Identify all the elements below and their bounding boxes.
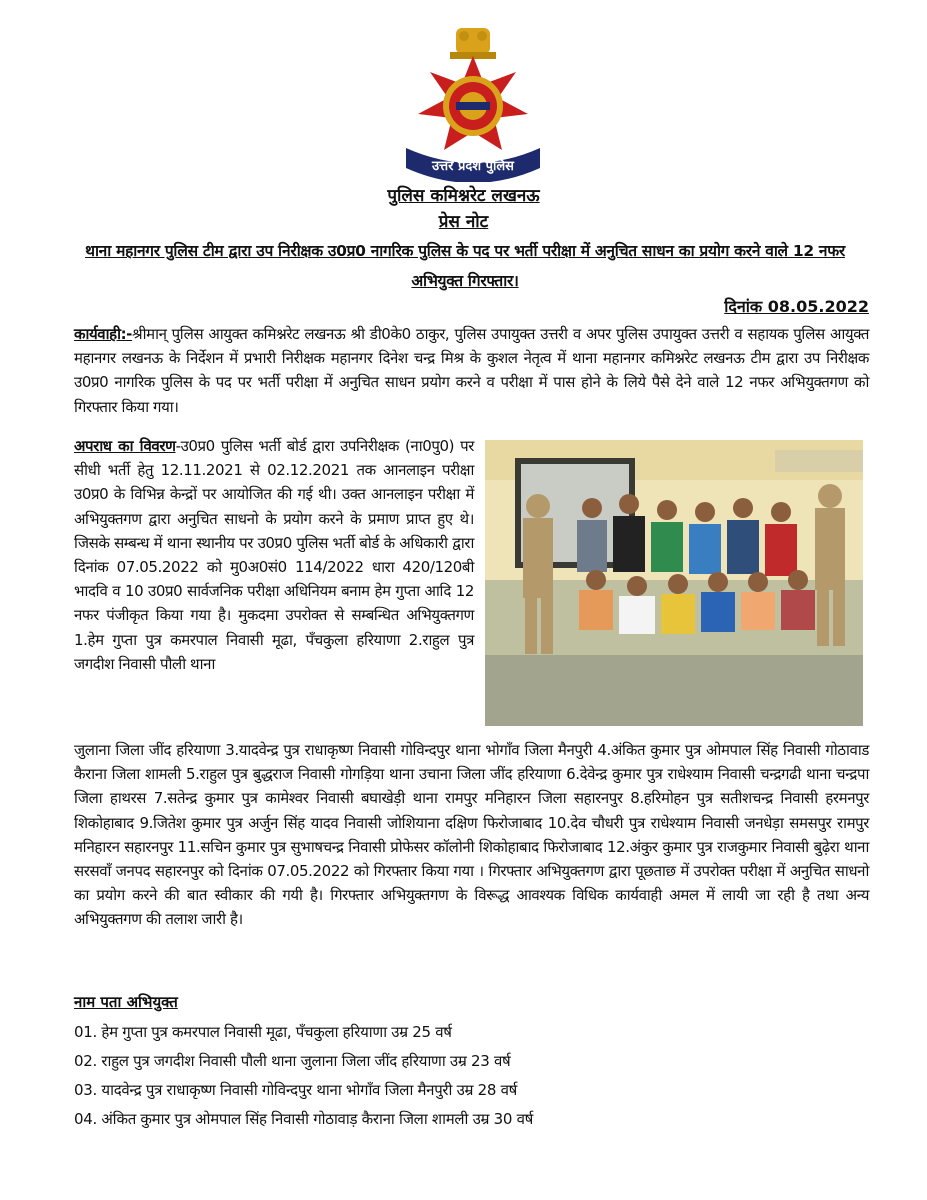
- up-police-emblem: [398, 22, 548, 182]
- press-note-title: प्रेस नोट: [438, 212, 489, 232]
- crime-paragraph: [74, 434, 474, 676]
- lion-capital-icon: [450, 28, 496, 59]
- headline: थाना महानगर पुलिस टीम द्वारा उप निरीक्षक उ0प्र0 नागरिक पुलिस के पद पर भर्ती परीक्षा में अनुचित साधन का प्रयोग करने वाले 12 नफर अभियुक्त गिरफ्तार।: [85, 242, 845, 290]
- accused-list-title: नाम पता अभियुक्त: [74, 993, 178, 1011]
- org-title: पुलिस कमिश्नरेट लखनऊ: [387, 186, 540, 206]
- action-label: कार्यवाही:-: [74, 325, 133, 343]
- crime-label: अपराध का विवरण: [74, 437, 176, 455]
- action-text: श्रीमान् पुलिस आयुक्त कमिश्नरेट लखनऊ श्री डी0के0 ठाकुर, पुलिस उपायुक्त उत्तरी व अपर पुलिस उपायुक्त उत्तरी व सहायक पुलिस आयुक्त महानगर लखनऊ के निर्देशन में प्रभारी निरीक्षक महानगर दिनेश चन्द्र मिश्र के कुशल नेतृत्व में थाना महानगर कमिश्नरेट लखनऊ टीम द्वारा उप निरीक्षक उ0प्र0 नागरिक पुलिस के पद पर भर्ती परीक्षा में अनुचित साधन प्रयोग करने व परीक्षा में पास होने के लिये पैसे देने वाले 12 नफर अभियुक्तगण को गिरफ्तार किया गया।: [74, 325, 869, 416]
- list-item: 04. अंकित कुमार पुत्र ओमपाल सिंह निवासी गोठावाड़ कैराना जिला शामली उम्र 30 वर्ष: [74, 1110, 534, 1128]
- list-item: 03. यादवेन्द्र पुत्र राधाकृष्ण निवासी गोविन्दपुर थाना भोगाँव जिला मैनपुरी उम्र 28 वर्ष: [74, 1081, 518, 1099]
- list-item: 02. राहुल पुत्र जगदीश निवासी पौली थाना जुलाना जिला जींद हरियाणा उम्र 23 वर्ष: [74, 1052, 511, 1070]
- arrest-group-photo: [485, 440, 863, 726]
- star-emblem-icon: [418, 56, 528, 150]
- crime-text-part1: -उ0प्र0 पुलिस भर्ती बोर्ड द्वारा उपनिरीक्षक (ना0पु0) पर सीधी भर्ती हेतु 12.11.2021 से 02.12.2021 तक आनलाइन परीक्षा उ0प्र0 के विभिन्न केन्द्रों पर आयोजित की गई थी। उक्त आनलाइन परीक्षा में अभियुक्तगण द्वारा अनुचित साधनो के प्रयोग करने के प्रमाण प्राप्त हुए थे। जिसके सम्बन्ध में थाना स्थानीय पर उ0प्र0 पुलिस भर्ती बोर्ड के अधिकारी द्वारा दिनांक 07.05.2022 को मु0अ0सं0 114/2022 धारा 420/120बी भादवि व 10 उ0प्र0 सार्वजनिक परीक्षा अधिनियम बनाम हेम गुप्ता आदि 12 नफर पंजीकृत किया गया है। मुकदमा उपरोक्त से सम्बन्धित अभियुक्तगण 1.हेम गुप्ता पुत्र कमरपाल निवासी मूढा, पँचकुला हरियाणा 2.राहुल पुत्र जगदीश निवासी पौली थाना: [74, 437, 474, 673]
- list-item: 01. हेम गुप्ता पुत्र कमरपाल निवासी मूढा, पँचकुला हरियाणा उम्र 25 वर्ष: [74, 1023, 452, 1041]
- accused-list: [74, 1018, 533, 1134]
- press-date: दिनांक 08.05.2022: [724, 297, 869, 316]
- emblem-banner-text: उत्तर प्रदेश पुलिस: [432, 159, 514, 174]
- crime-paragraph-continued: जुलाना जिला जींद हरियाणा 3.यादवेन्द्र पुत्र राधाकृष्ण निवासी गोविन्दपुर थाना भोगाँव जिला मैनपुरी 4.अंकित कुमार पुत्र ओमपाल सिंह निवासी गोठावाड कैराना जिला शामली 5.राहुल पुत्र बुद्धराज निवासी गोगड़िया थाना उचाना जिला जींद हरियाणा 6.देवेन्द्र कुमार पुत्र राधेश्याम निवासी चन्द्रगढी थाना चन्द्रपा जिला हाथरस 7.सतेन्द्र कुमार पुत्र कामेश्वर निवासी बघाखेड़ी थाना रामपुर मनिहारन जिला सहारनपुर 8.हरिमोहन पुत्र सतीशचन्द्र निवासी हरमनपुर शिकोहाबाद 9.जितेश कुमार पुत्र अर्जुन सिंह यादव निवासी जोशियाना दक्षिण फिरोजाबाद 10.देव चौधरी पुत्र राधेश्याम निवासी जनधेड़ा समसपुर रामपुर मनिहारन सहारनपुर 11.सचिन कुमार पुत्र सुभाषचन्द्र निवासी प्रोफेसर कॉलोनी शिकोहाबाद फिरोजाबाद 12.अंकुर कुमार पुत्र राजकुमार निवासी बुढ़ेरा थाना सरसवाँ जनपद सहारनपुर को दिनांक 07.05.2022 को गिरफ्तार किया गया । गिरफ्तार अभियुक्तगण द्वारा पूछताछ में उपरोक्त परीक्षा में अनुचित साधनो का प्रयोग करने की बात स्वीकार की गयी है। गिरफ्तार अभियुक्तगण के विरूद्ध आवश्यक विधिक कार्यवाही अमल में लायी जा रही है तथा अन्य अभियुक्तगण की तलाश जारी है।: [74, 741, 870, 929]
- action-paragraph: [74, 322, 869, 419]
